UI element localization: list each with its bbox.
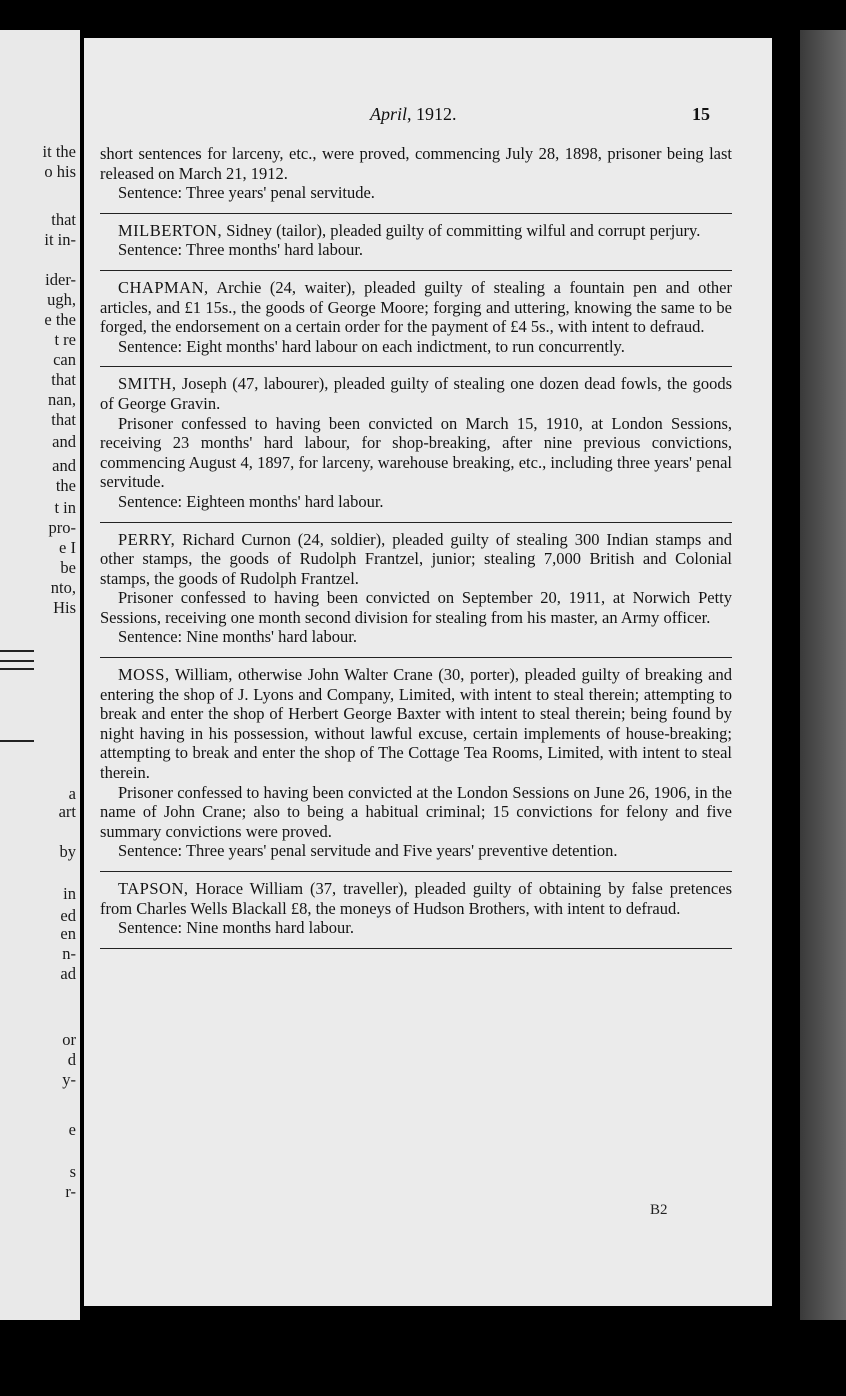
case-sentence: Sentence: Eight months' hard labour on each indictment, to run concurrently. [118,336,625,356]
adjacent-page-fragment: and [52,432,76,451]
adjacent-page-fragment: nan, [48,390,76,409]
adjacent-page-fragment: His [53,598,76,617]
case-paragraph: Prisoner confessed to having been convicted on September 20, 1911, at Norwich Petty Sessions, receiving one month second division for stealing from his master, an Army officer. [100,588,732,627]
case-entry [100,278,732,362]
adjacent-page-fragment: n- [62,944,76,963]
adjacent-page-fragment: be [60,558,76,577]
adjacent-page-fragment: it in- [44,230,76,249]
case-sentence: Sentence: Eighteen months' hard labour. [118,491,384,511]
case-entry [100,879,732,944]
adjacent-page-fragment: that [51,210,76,229]
defendant-name: PERRY, [118,529,176,549]
adjacent-page-fragment: s [69,1162,76,1181]
running-head-month: April [370,104,408,124]
page-edge-right [800,30,846,1320]
adjacent-page-fragment: the [55,476,76,495]
case-paragraph: Prisoner confessed to having been convicted on March 15, 1910, at London Sessions, receiving 23 months' hard labour, for shop-breaking, after nine previous convictions, commencing August 4, 1897, for larceny, warehouse breaking, etc., including three years' penal servitude. [100,413,732,492]
case-text [100,278,732,337]
adjacent-page-fragment: ugh, [47,290,76,309]
printer-signature: B2 [650,1202,668,1218]
adjacent-page-fragment: e [68,1120,76,1139]
case-text [100,530,732,589]
case-sentence: Sentence: Nine months' hard labour. [118,627,357,647]
adjacent-page-fragment: e I [59,538,76,557]
continuation-entry [100,144,732,209]
case-divider [100,871,732,872]
case-text [100,374,732,413]
adjacent-page-fragment: art [58,802,76,821]
case-description: Horace William (37, traveller), pleaded guilty of obtaining by false pretences from Charles Wells Blackall £8, the moneys of Hudson Brothers, with intent to defraud. [100,879,732,918]
continuation-text: short sentences for larceny, etc., were proved, commencing July 28, 1898, prisoner being last released on March 21, 1912. [100,144,732,183]
case-text [100,879,732,918]
case-entry [100,221,732,266]
adjacent-page-fragment: can [53,350,76,369]
defendant-name: MOSS, [118,665,170,685]
running-head-year: , 1912. [407,104,457,124]
adjacent-page-fragment: t re [54,330,76,349]
case-sentence: Sentence: Three years' penal servitude and Five years' preventive detention. [118,841,618,861]
adjacent-page-fragment: that [51,370,76,389]
defendant-name: MILBERTON, [118,220,223,240]
case-divider [100,657,732,658]
continuation-sentence: Sentence: Three years' penal servitude. [118,183,375,203]
running-head [370,104,457,125]
case-text [100,221,732,241]
case-description: Richard Curnon (24, soldier), pleaded guilty of stealing 300 Indian stamps and other stamps, the goods of Rudolph Frantzel, junior; stealing 7,000 British and Colonial stamps, the goods of Rudolph Frantzel. [100,529,732,588]
adjacent-page-rule [0,650,34,652]
adjacent-page-fragment: t in [54,498,76,517]
case-sentence: Sentence: Nine months hard labour. [118,918,354,938]
adjacent-page-fragment: d [67,1050,76,1069]
adjacent-page-fragment: o his [44,162,76,181]
page-content [100,144,732,956]
case-divider [100,366,732,367]
adjacent-page-fragment: in [63,884,76,903]
case-entry [100,665,732,867]
adjacent-page-fragment: e the [44,310,76,329]
adjacent-page-fragment: or [62,1030,76,1049]
case-list [100,213,732,949]
defendant-name: SMITH, [118,374,177,394]
adjacent-page-fragment: a [68,784,76,803]
adjacent-page-rule [0,660,34,662]
case-text [100,665,732,783]
case-divider [100,522,732,523]
case-description: Joseph (47, labourer), pleaded guilty of stealing one dozen dead fowls, the goods of George Gravin. [100,374,732,413]
adjacent-page-fragment: en [60,924,76,943]
case-description: Sidney (tailor), pleaded guilty of committing wilful and corrupt perjury. [222,220,701,240]
adjacent-page-fragment: it the [42,142,76,161]
case-entry [100,374,732,517]
case-divider [100,213,732,214]
case-sentence: Sentence: Three months' hard labour. [118,240,364,260]
case-description: William, otherwise John Walter Crane (30, porter), pleaded guilty of breaking and entering the shop of J. Lyons and Company, Limited, with intent to steal therein; attempting to break and enter the shop of Herbert George Baxter with intent to steal therein; being found by night having in his possession, without lawful excuse, certain implements of house-breaking; attempting to break and enter the shop of The Cottage Tea Rooms, Limited, with intent to steal therein. [100,665,732,783]
adjacent-page-fragment: y- [62,1070,76,1089]
adjacent-page-rule [0,740,34,742]
page-number: 15 [692,104,710,124]
adjacent-page-fragment: ider- [45,270,76,289]
defendant-name: CHAPMAN, [118,277,209,297]
case-paragraph: Prisoner confessed to having been convicted at the London Sessions on June 26, 1906, in the name of John Crane; also to being a habitual criminal; 15 convictions for felony and five summary convictions were proved. [100,782,732,841]
case-entry [100,530,732,654]
adjacent-page-fragment: and [52,456,76,475]
case-divider [100,948,732,949]
defendant-name: TAPSON, [118,879,189,898]
adjacent-page-fragment: ad [60,964,76,983]
case-divider [100,270,732,271]
adjacent-page-fragment: pro- [48,518,76,537]
adjacent-page-fragment: by [59,842,76,861]
case-description: Archie (24, waiter), pleaded guilty of stealing a fountain pen and other articles, and £1 15s., the goods of George Moore; forging and uttering, knowing the same to be forged, the endorsement on a certain order for the payment of £4 5s., with intent to defraud. [100,277,732,337]
adjacent-page-fragment: that [51,410,76,429]
adjacent-page-rule [0,668,34,670]
adjacent-page-fragment: ed [60,906,76,925]
adjacent-page-fragment: r- [65,1182,76,1201]
adjacent-page-fragment: nto, [50,578,76,597]
